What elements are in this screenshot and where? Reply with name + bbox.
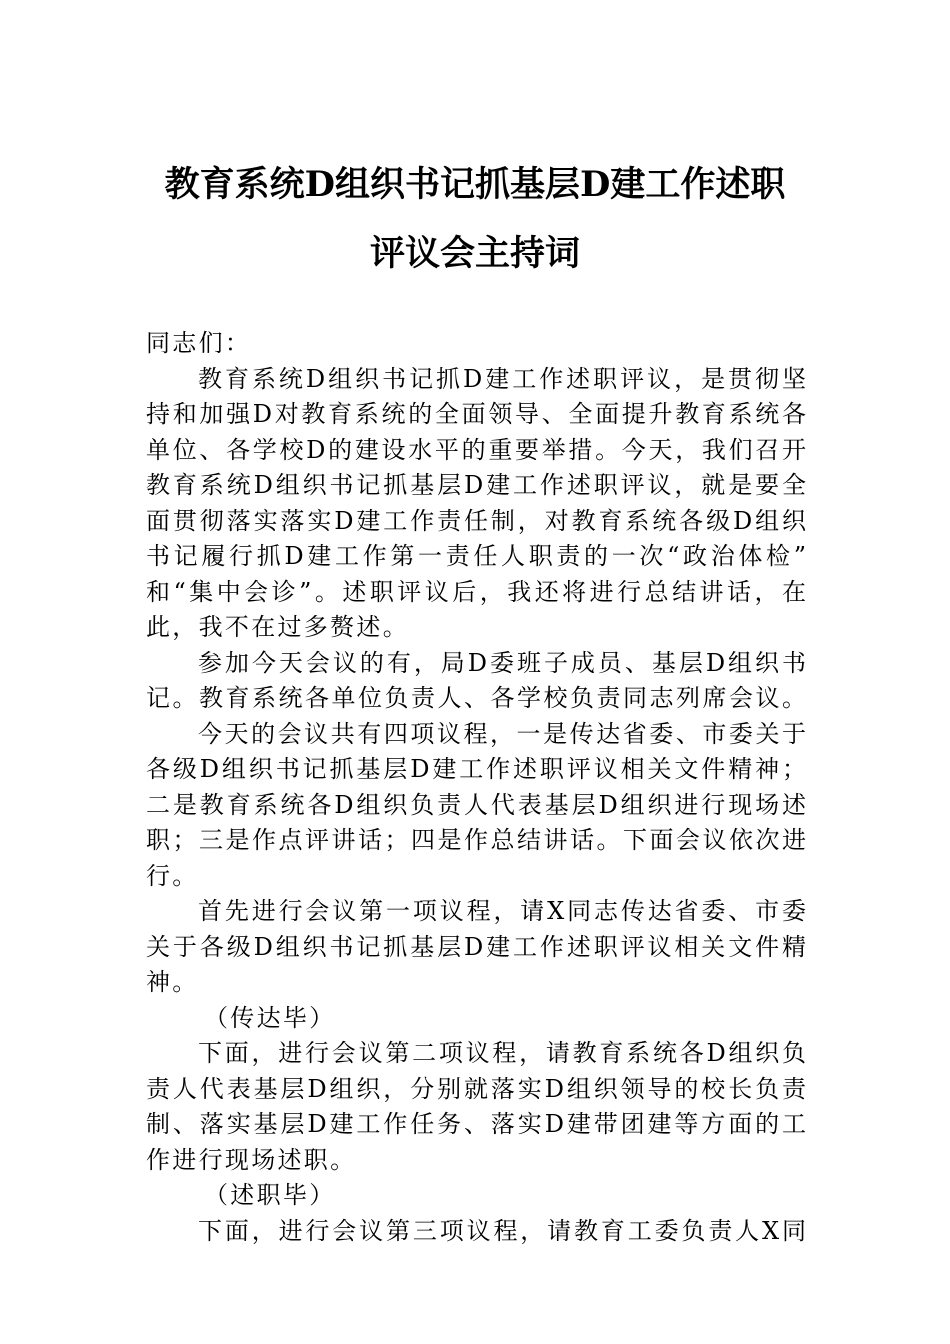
body-line: 教育系统D组织书记抓D建工作述职评议，是贯彻坚 xyxy=(198,364,806,393)
body-line: 神。 xyxy=(146,968,199,996)
body-line: 今天的会议共有四项议程，一是传达省委、市委关于 xyxy=(198,719,806,748)
body-line: 持和加强D对教育系统的全面领导、全面提升教育系统各 xyxy=(146,400,806,428)
body-line: 此，我不在过多赘述。 xyxy=(146,613,409,641)
body-line: 书记履行抓D建工作第一责任人职责的一次“政治体检” xyxy=(146,542,806,570)
body-line: 教育系统D组织书记抓基层D建工作述职评议，就是要全 xyxy=(146,471,806,499)
body-line: 关于各级D组织书记抓基层D建工作述职评议相关文件精 xyxy=(146,932,806,961)
body-line: 参加今天会议的有，局D委班子成员、基层D组织书 xyxy=(198,648,806,677)
body-line: 作进行现场述职。 xyxy=(146,1145,357,1174)
body-line: 和“集中会诊”。述职评议后，我还将进行总结讲话，在 xyxy=(146,577,806,606)
document-title-line-2: 评议会主持词 xyxy=(369,233,580,274)
body-line: 二是教育系统各D组织负责人代表基层D组织进行现场述 xyxy=(146,790,806,819)
body-line: 面贯彻落实落实D建工作责任制，对教育系统各级D组织 xyxy=(146,506,806,535)
body-line: 记。教育系统各单位负责人、各学校负责同志列席会议。 xyxy=(146,684,806,712)
body-line: 行。 xyxy=(146,861,199,890)
body-line: （述职毕） xyxy=(204,1181,336,1209)
body-line: 各级D组织书记抓基层D建工作述职评议相关文件精神； xyxy=(146,755,806,783)
document-title-line-1: 教育系统D组织书记抓基层D建工作述职 xyxy=(164,164,786,205)
body-line: 首先进行会议第一项议程，请X同志传达省委、市委 xyxy=(198,897,806,925)
body-line: 同志们： xyxy=(146,329,252,357)
body-line: （传达毕） xyxy=(204,1003,336,1032)
body-line: 责人代表基层D组织，分别就落实D组织领导的校长负责 xyxy=(146,1074,806,1103)
body-line: 职；三是作点评讲话；四是作总结讲话。下面会议依次进 xyxy=(146,826,806,854)
document-body xyxy=(146,326,806,1249)
body-line: 单位、各学校D的建设水平的重要举措。今天，我们召开 xyxy=(146,435,806,464)
body-line: 下面，进行会议第三项议程，请教育工委负责人X同 xyxy=(198,1216,806,1245)
body-line: 制、落实基层D建工作任务、落实D建带团建等方面的工 xyxy=(146,1110,806,1138)
body-line: 下面，进行会议第二项议程，请教育系统各D组织负 xyxy=(198,1039,806,1067)
